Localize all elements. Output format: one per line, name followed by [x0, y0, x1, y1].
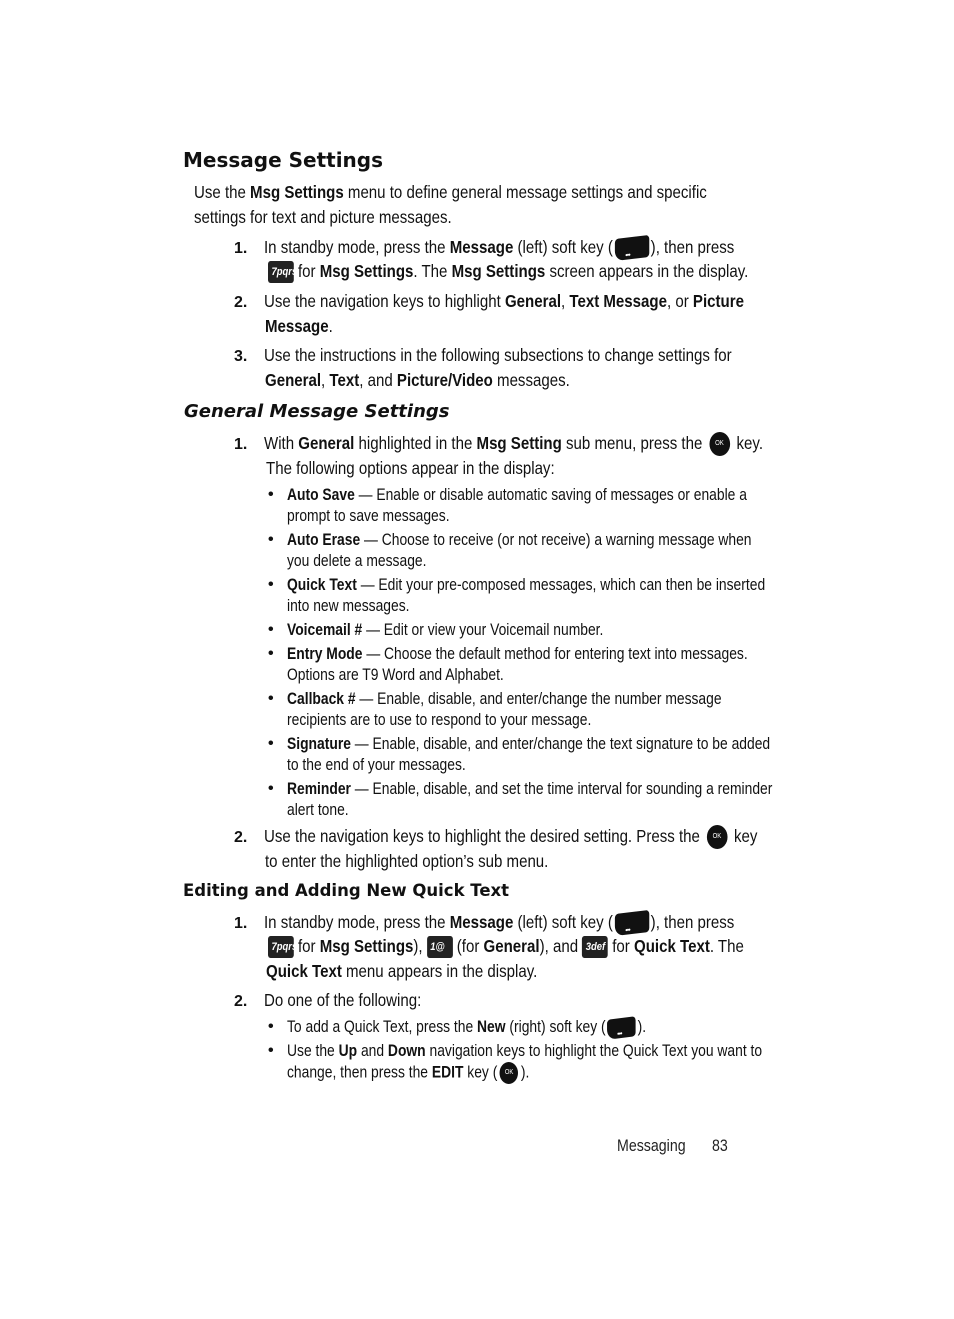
- bullet-signature-cont: to the end of your messages.: [287, 756, 466, 774]
- bullet-voicemail: Voicemail # — Edit or view your Voicemail number.: [287, 621, 604, 639]
- ok-key-icon: OK: [707, 825, 728, 849]
- page-number: 83: [712, 1137, 728, 1155]
- bullet-entry-mode: Entry Mode — Choose the default method for entering text into messages.: [287, 645, 748, 663]
- bullet-icon: •: [268, 531, 274, 548]
- quick-step-1-line-3: Quick Text menu appears in the display.: [266, 961, 538, 981]
- step-2-line-2: Message.: [265, 316, 333, 336]
- step-3-line-1: Use the instructions in the following subsections to change settings for: [264, 345, 732, 365]
- bullet-auto-save-cont: prompt to save messages.: [287, 507, 450, 525]
- general-step-2-line-1: Use the navigation keys to highlight the desired setting. Press the OK key: [264, 824, 757, 849]
- left-soft-key-icon: [615, 235, 649, 261]
- subsection-heading: Editing and Adding New Quick Text: [183, 881, 510, 900]
- left-soft-key-icon: [615, 910, 649, 936]
- step-2-line-1: Use the navigation keys to highlight General, Text Message, or Picture: [264, 291, 744, 311]
- quick-step-2-line-1: Do one of the following:: [264, 990, 422, 1010]
- step-number: 1.: [234, 240, 248, 257]
- bullet-icon: •: [268, 1042, 274, 1059]
- bullet-callback: Callback # — Enable, disable, and enter/change the number message: [287, 690, 722, 708]
- step-number: 1.: [234, 436, 248, 453]
- general-step-1-line-2: The following options appear in the display:: [266, 458, 555, 478]
- bullet-auto-save: Auto Save — Enable or disable automatic saving of messages or enable a: [287, 486, 747, 504]
- intro-line-2: settings for text and picture messages.: [194, 207, 452, 227]
- general-step-1-line-1: With General highlighted in the Msg Setting sub menu, press the OK key.: [264, 431, 763, 456]
- bullet-edit-quick-text: Use the Up and Down navigation keys to highlight the Quick Text you want to: [287, 1042, 763, 1060]
- step-number: 2.: [234, 993, 248, 1010]
- step-number: 2.: [234, 294, 248, 311]
- key-7-icon: 7pqrs: [268, 936, 294, 958]
- intro-line-1: Use the Msg Settings menu to define general message settings and specific: [194, 182, 707, 202]
- bullet-icon: •: [268, 735, 274, 752]
- bullet-icon: •: [268, 645, 274, 662]
- bullet-icon: •: [268, 690, 274, 707]
- step-number: 3.: [234, 348, 248, 365]
- bullet-auto-erase: Auto Erase — Choose to receive (or not receive) a warning message when: [287, 531, 752, 549]
- bullet-add-quick-text: To add a Quick Text, press the New (right) soft key (••• ).: [287, 1017, 646, 1038]
- step-number: 2.: [234, 829, 248, 846]
- bullet-entry-mode-cont: Options are T9 Word and Alphabet.: [287, 666, 504, 684]
- quick-step-1-line-1: In standby mode, press the Message (left) soft key (••• ), then press: [264, 910, 734, 935]
- key-1-icon: 1@: [427, 936, 453, 958]
- general-step-2-line-2: to enter the highlighted option’s sub menu.: [265, 851, 549, 871]
- footer-section: Messaging: [617, 1137, 686, 1155]
- bullet-icon: •: [268, 780, 274, 797]
- bullet-reminder-cont: alert tone.: [287, 801, 349, 819]
- step-3-line-2: General, Text, and Picture/Video messages.: [265, 370, 570, 390]
- bullet-signature: Signature — Enable, disable, and enter/change the text signature to be added: [287, 735, 771, 753]
- section-heading: Message Settings: [183, 148, 384, 172]
- step-number: 1.: [234, 915, 248, 932]
- bullet-icon: •: [268, 1018, 274, 1035]
- right-soft-key-icon: [607, 1016, 636, 1040]
- subsection-heading: General Message Settings: [184, 401, 450, 422]
- ok-key-icon: OK: [709, 432, 730, 456]
- step-1-line-2: 7pqrs for Msg Settings. The Msg Settings screen appears in the display.: [268, 259, 748, 284]
- bullet-auto-erase-cont: you delete a message.: [287, 552, 427, 570]
- ok-key-icon: OK: [500, 1062, 518, 1084]
- quick-step-1-line-2: 7pqrs for Msg Settings), 1@ (for General), and 3def for Quick Text. The: [268, 934, 744, 959]
- bullet-icon: •: [268, 621, 274, 638]
- bullet-edit-quick-text-cont: change, then press the EDIT key ( OK ).: [287, 1062, 529, 1084]
- bullet-icon: •: [268, 576, 274, 593]
- bullet-reminder: Reminder — Enable, disable, and set the time interval for sounding a reminder: [287, 780, 773, 798]
- bullet-icon: •: [268, 486, 274, 503]
- step-1-line-1: In standby mode, press the Message (left) soft key (••• ), then press: [264, 235, 734, 260]
- key-7-icon: 7pqrs: [268, 261, 294, 283]
- key-3-icon: 3def: [582, 936, 608, 958]
- bullet-quick-text-cont: into new messages.: [287, 597, 410, 615]
- bullet-quick-text: Quick Text — Edit your pre-composed messages, which can then be inserted: [287, 576, 766, 594]
- bullet-callback-cont: recipients are to use to respond to your message.: [287, 711, 592, 729]
